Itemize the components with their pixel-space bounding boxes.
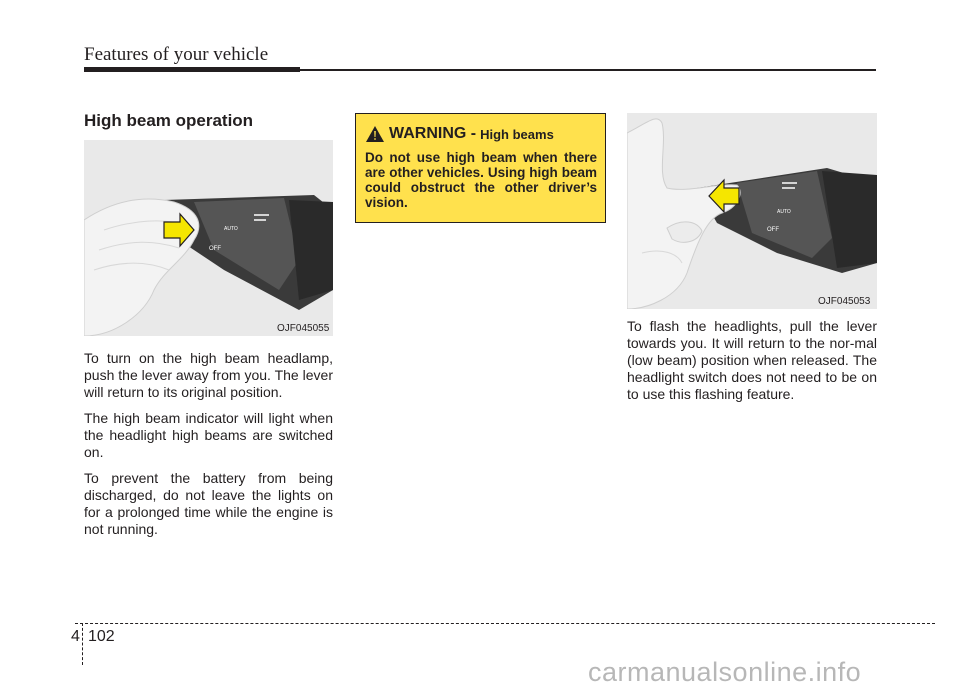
paragraph: To turn on the high beam headlamp, push the lever away from you. The lever will return to its original position.	[84, 350, 333, 400]
paragraph: The high beam indicator will light when the headlight high beams are switched on.	[84, 410, 333, 460]
lever-off-label: OFF	[767, 227, 779, 233]
left-body-text	[84, 350, 333, 547]
warning-subtitle: High beams	[480, 126, 554, 142]
warning-triangle-icon	[365, 125, 385, 143]
page-number: 102	[88, 628, 115, 645]
header-rule-thick	[84, 67, 300, 72]
warning-title: WARNING -	[389, 125, 477, 142]
high-beam-flash-photo	[627, 113, 877, 309]
right-body-text	[627, 318, 877, 412]
high-beam-push-photo	[84, 140, 333, 336]
section-title: High beam operation	[84, 111, 254, 130]
left-photo-caption: OJF045055	[277, 323, 330, 334]
lever-auto-label: AUTO	[777, 209, 791, 215]
page-header-title: Features of your vehicle	[84, 44, 269, 65]
watermark: carmanualsonline.info	[588, 657, 862, 687]
right-photo-caption: OJF045053	[818, 296, 871, 307]
lever-auto-label: AUTO	[224, 226, 238, 232]
paragraph: To flash the headlights, pull the lever towards you. It will return to the nor-mal (low beam) position when released. The headlight switch does not need to be on to use this flashing feature.	[627, 318, 877, 402]
paragraph: To prevent the battery from being discharged, do not leave the lights on for a prolonged time while the engine is not running.	[84, 470, 333, 537]
warning-header	[365, 125, 554, 143]
lever-off-label: OFF	[209, 246, 221, 252]
warning-box	[355, 113, 606, 223]
footer-divider	[82, 623, 83, 665]
header-rule-thin	[300, 69, 876, 71]
warning-text: Do not use high beam when there are other vehicles. Using high beam could obstruct the other driver’s vision.	[365, 150, 597, 210]
footer-rule	[75, 623, 935, 624]
chapter-number: 4	[71, 628, 80, 645]
